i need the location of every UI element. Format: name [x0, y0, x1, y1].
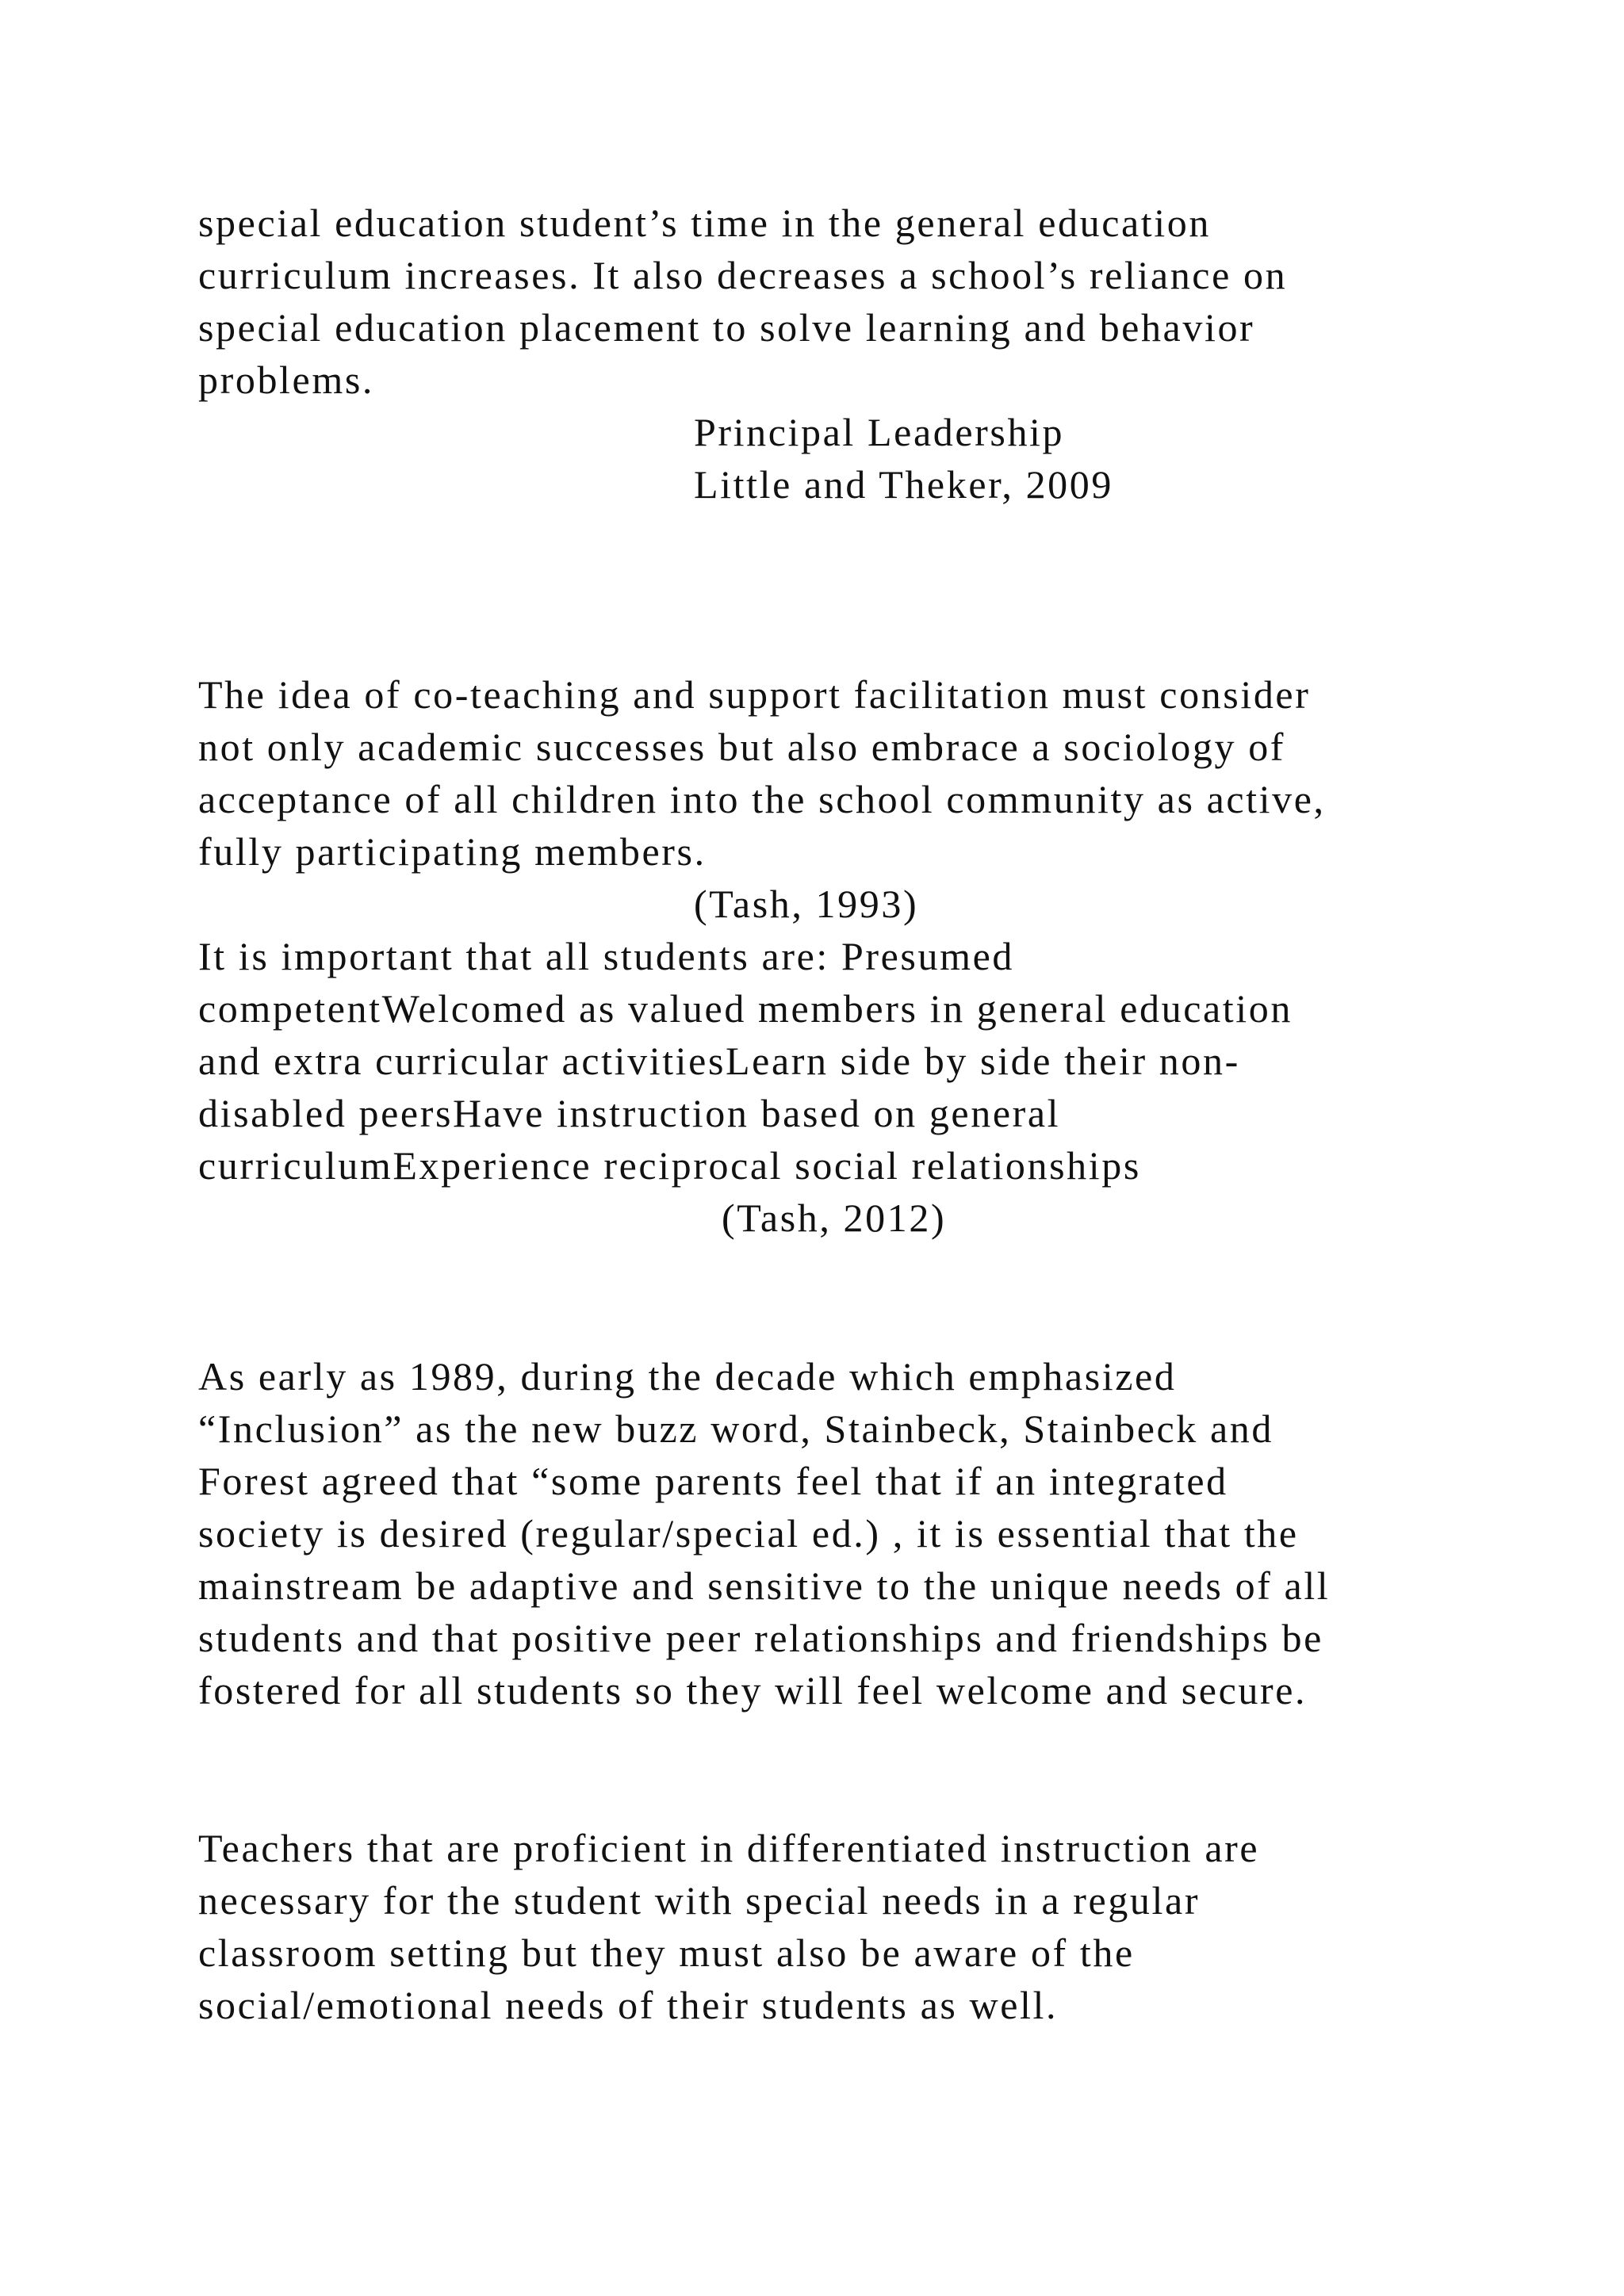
paragraph-5-line: social/emotional needs of their students as well. — [198, 1983, 1059, 2027]
paragraph-5-line: necessary for the student with special needs in a regular — [198, 1878, 1201, 1923]
paragraph-2-line: not only academic successes but also embrace a sociology of — [198, 725, 1286, 769]
paragraph-4-line: students and that positive peer relationships and friendships be — [198, 1616, 1323, 1660]
citation-2: (Tash, 1993) — [694, 882, 919, 926]
paragraph-4-line: “Inclusion” as the new buzz word, Stainbeck, Stainbeck and — [198, 1406, 1274, 1451]
paragraph-4-line: As early as 1989, during the decade which emphasized — [198, 1354, 1177, 1399]
citation-3: (Tash, 2012) — [722, 1196, 947, 1240]
paragraph-1-line: curriculum increases. It also decreases a school’s reliance on — [198, 253, 1288, 297]
paragraph-3-line: It is important that all students are: Presumed — [198, 934, 1014, 978]
citation-1-title: Principal Leadership — [694, 410, 1065, 454]
paragraph-4-line: society is desired (regular/special ed.) , it is essential that the — [198, 1511, 1299, 1556]
paragraph-5-line: classroom setting but they must also be aware of the — [198, 1931, 1135, 1975]
paragraph-4-line: mainstream be adaptive and sensitive to the unique needs of all — [198, 1563, 1331, 1608]
paragraph-4-line: fostered for all students so they will feel welcome and secure. — [198, 1668, 1308, 1712]
paragraph-3-line: competentWelcomed as valued members in general education — [198, 986, 1293, 1031]
paragraph-2-line: The idea of co-teaching and support facilitation must consider — [198, 672, 1311, 717]
paragraph-5-line: Teachers that are proficient in differentiated instruction are — [198, 1826, 1260, 1870]
paragraph-2-line: fully participating members. — [198, 829, 707, 874]
paragraph-1-line: special education placement to solve learning and behavior — [198, 305, 1255, 350]
paragraph-3-line: curriculumExperience reciprocal social relationships — [198, 1143, 1141, 1188]
paragraph-4-line: Forest agreed that “some parents feel that if an integrated — [198, 1459, 1228, 1503]
paragraph-1-line: problems. — [198, 358, 374, 402]
paragraph-3-line: and extra curricular activitiesLearn side by side their non- — [198, 1039, 1240, 1083]
citation-1-authors: Little and Theker, 2009 — [694, 462, 1113, 507]
paragraph-3-line: disabled peersHave instruction based on general — [198, 1091, 1061, 1135]
paragraph-2-line: acceptance of all children into the school community as active, — [198, 777, 1326, 821]
paragraph-1-line: special education student’s time in the general education — [198, 201, 1211, 245]
